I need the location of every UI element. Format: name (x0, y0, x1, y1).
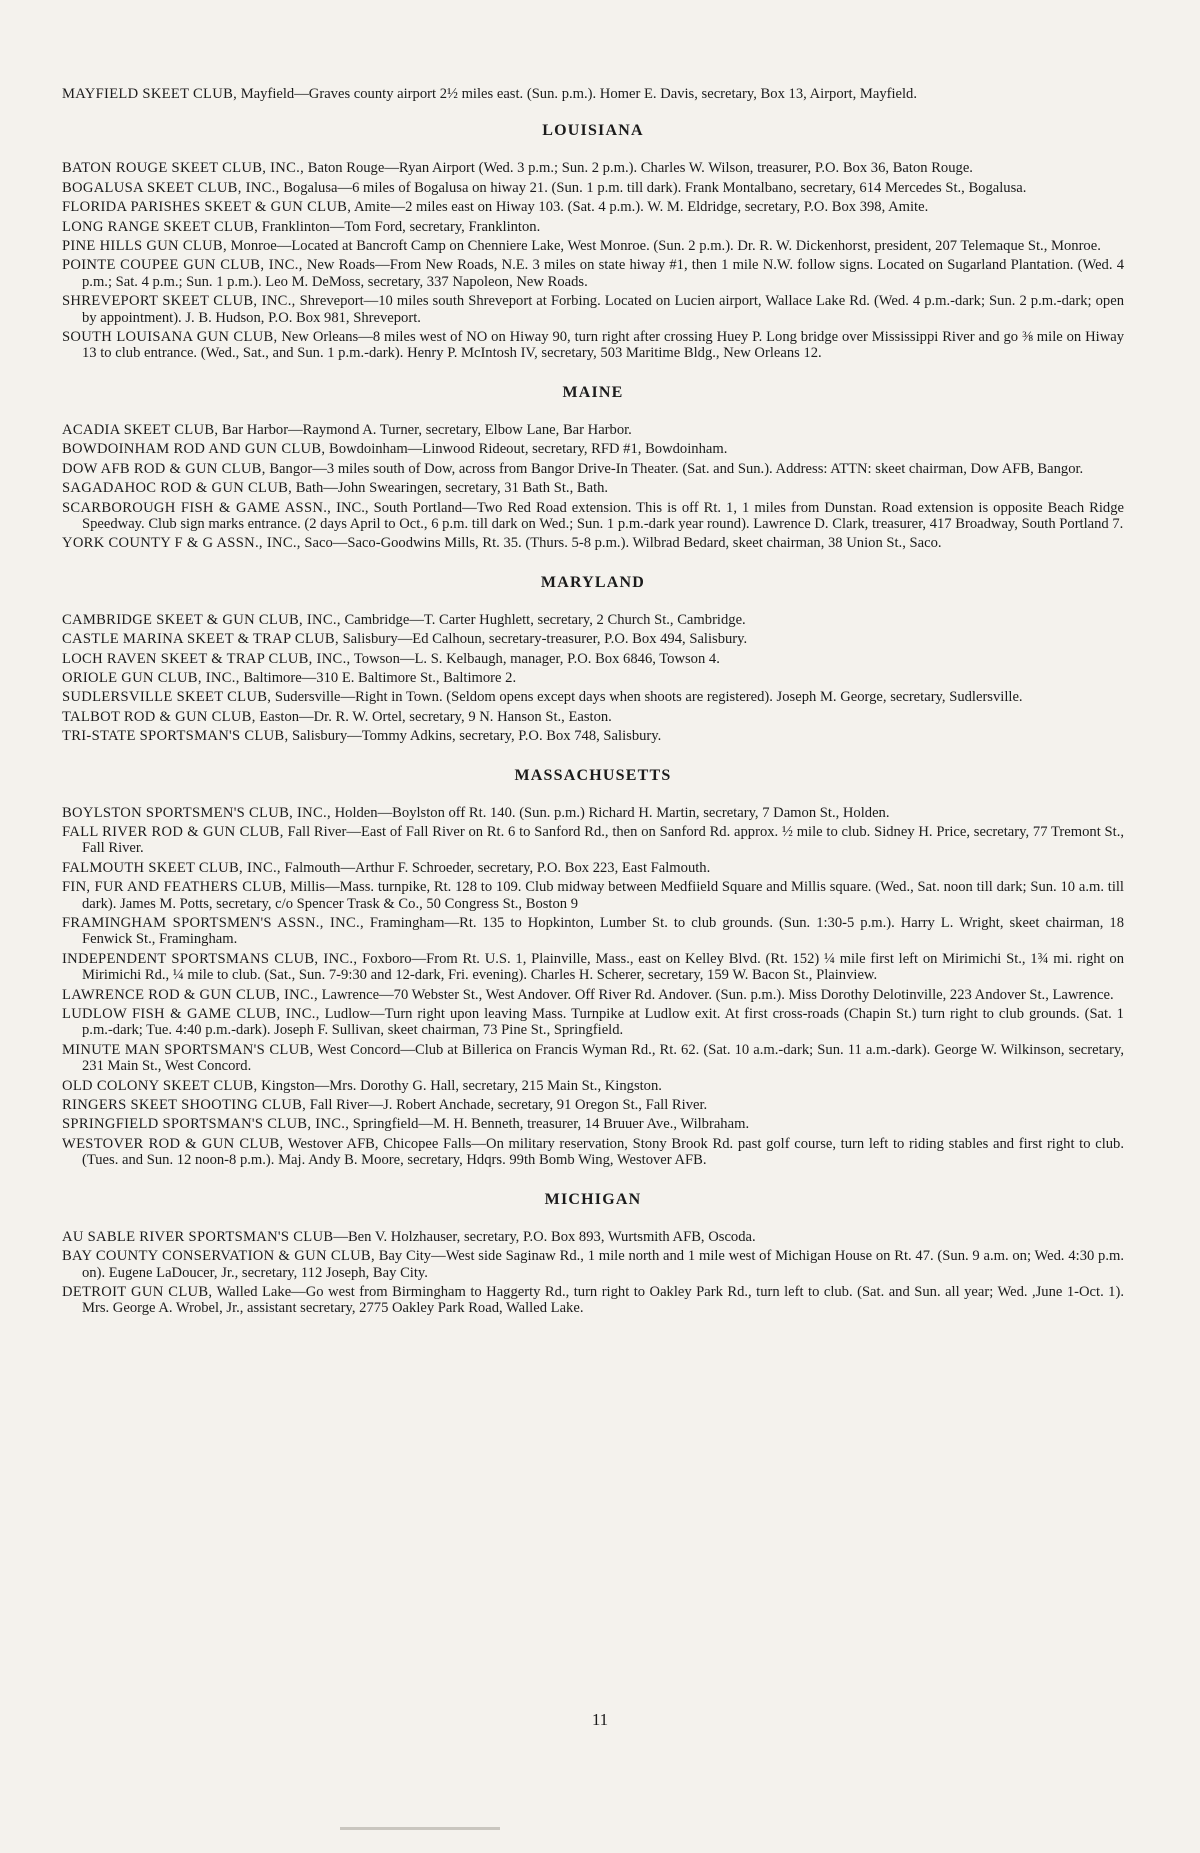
section-carryover (62, 86, 1124, 102)
club-details: —Ben V. Holzhauser, secretary, P.O. Box 893, Wurtsmith AFB, Oscoda. (333, 1228, 756, 1245)
club-entry (62, 500, 1124, 533)
club-name: BATON ROUGE SKEET CLUB, INC., (62, 160, 305, 177)
section-michigan (62, 1191, 1124, 1317)
state-heading: MAINE (562, 383, 624, 401)
section-louisiana (62, 122, 1124, 361)
club-entry (62, 1284, 1124, 1317)
club-details: West Concord—Club at Billerica on Francis Wyman Rd., Rt. 62. (Sat. 10 a.m.-dark; Sun. 11 a.m.-dark). George W. Wilkinson, secretary, 231 Main St., West Concord. (82, 1041, 1124, 1075)
club-entry (62, 441, 1124, 457)
club-entry (62, 670, 1124, 686)
club-details: Salisbury—Ed Calhoun, secretary-treasurer, P.O. Box 494, Salisbury. (338, 631, 748, 648)
club-name: FALMOUTH SKEET CLUB, INC., (62, 859, 281, 876)
club-entry (62, 86, 1124, 102)
club-details: Framingham—Rt. 135 to Hopkinton, Lumber St. to club grounds. (Sun. 1:30-5 p.m.). Harry L. Wright, skeet chairman, 18 Fenwick St., Framingham. (82, 915, 1124, 948)
club-details: Shreveport—10 miles south Shreveport at Forbing. Located on Lucien airport, Wallace Lake Rd. (Wed. 4 p.m.-dark; Sun. 2 p.m.-dark; open by appointment). J. B. Hudson, P.O. Box 981, Shreveport. (82, 293, 1125, 326)
club-details: Westover AFB, Chicopee Falls—On military reservation, Stony Brook Rd. past golf course, turn left to riding stables and first right to club. (Tues. and Sun. 12 noon-8 p.m.). Maj. Andy B. Moore, secretary, Hdqrs. 99th Bomb Wing, Westover AFB. (82, 1135, 1124, 1169)
club-entry (62, 422, 1124, 438)
club-entry (62, 461, 1124, 477)
section-maine (62, 384, 1124, 552)
club-name: PINE HILLS GUN CLUB, (62, 238, 227, 255)
club-details: Bay City—West side Saginaw Rd., 1 mile north and 1 mile west of Michigan House on Rt. 47. (Sun. 9 a.m. on; Wed. 4:30 p.m. on). Eugene LaDoucer, Jr., secretary, 112 Joseph, Bay City. (82, 1248, 1124, 1281)
club-details: Walled Lake—Go west from Birmingham to Haggerty Rd., turn right to Oakley Park Rd., turn left to club. (Sat. and Sun. all year; Wed. ,June 1-Oct. 1). Mrs. George A. Wrobel, Jr., assistant secretary, 2775 Oakley Park Road, Walled Lake. (82, 1283, 1124, 1317)
club-entry (62, 915, 1124, 948)
club-details: INC., South Portland—Two Red Road extension. This is off Rt. 1, 1 miles from Dunstan. Road extension is opposite Beach Ridge Speedway. Club sign marks entrance. (2 days April to Oct., 6 p.m. till dark on Wed.; Sun. 1 p.m.-dark year round). Lawrence D. Clark, treasurer, 417 Broadway, South Portland 7. (82, 499, 1124, 532)
club-name: BOYLSTON SPORTSMEN'S CLUB, INC., (62, 804, 331, 821)
club-entry (62, 1097, 1124, 1113)
club-entry (62, 651, 1124, 667)
club-details: Saco—Saco-Goodwins Mills, Rt. 35. (Thurs. 5-8 p.m.). Wilbrad Bedard, skeet chairman, 38 Union St., Saco. (300, 535, 942, 552)
page-number: 11 (591, 1710, 609, 1729)
club-name: LOCH RAVEN SKEET & TRAP CLUB, INC., (62, 650, 351, 667)
club-details: Fall River—J. Robert Anchade, secretary, 91 Oregon St., Fall River. (306, 1097, 708, 1114)
club-name: MINUTE MAN SPORTSMAN'S CLUB, (62, 1041, 314, 1058)
club-entry (62, 1042, 1124, 1075)
club-details: Foxboro—From Rt. U.S. 1, Plainville, Mass., east on Kelley Blvd. (Rt. 152) ¼ mile first left on Mirimichi St., 1¾ mi. right on Mirimichi Rd., ¼ mile to club. (Sat., Sun. 7-9:30 and 12-dark, Fri. evening). Charles H. Scherer, secretary, 159 W. Bacon St., Plainview. (82, 950, 1124, 984)
club-name: SHREVEPORT SKEET CLUB, INC., (62, 293, 296, 310)
club-details: Monroe—Located at Bancroft Camp on Chenniere Lake, West Monroe. (Sun. 2 p.m.). Dr. R. W. Dickenhorst, president, 207 Telemaque St., Monroe. (226, 238, 1101, 255)
club-details: Salisbury—Tommy Adkins, secretary, P.O. Box 748, Salisbury. (288, 728, 662, 745)
club-entry (62, 199, 1124, 215)
club-name: CASTLE MARINA SKEET & TRAP CLUB, (62, 631, 339, 648)
club-name: BOWDOINHAM ROD AND GUN CLUB, (62, 441, 326, 458)
club-name: ACADIA SKEET CLUB, (62, 421, 219, 438)
club-entry (62, 951, 1124, 984)
club-entry (62, 1006, 1124, 1039)
club-entry (62, 987, 1124, 1003)
club-entry (62, 1248, 1124, 1281)
club-name: DETROIT GUN CLUB, (62, 1283, 213, 1300)
club-entry (62, 689, 1124, 705)
club-name: DOW AFB ROD & GUN CLUB, (62, 460, 266, 477)
club-name: POINTE COUPEE GUN CLUB, INC., (62, 257, 303, 274)
club-details: Bath—John Swearingen, secretary, 31 Bath St., Bath. (292, 480, 609, 497)
club-name: ORIOLE GUN CLUB, INC., (62, 669, 240, 686)
club-name: SUDLERSVILLE SKEET CLUB, (62, 689, 272, 706)
club-name: BOGALUSA SKEET CLUB, INC., (62, 179, 280, 196)
club-details: Springfield—M. H. Benneth, treasurer, 14 Bruuer Ave., Wilbraham. (349, 1116, 750, 1133)
club-name: MAYFIELD SKEET CLUB, (62, 86, 238, 102)
club-details: Millis—Mass. turnpike, Rt. 128 to 109. Club midway between Medfiield Square and Millis square. (Wed., Sat. noon till dark; Sun. 10 a.m. till dark). James M. Potts, secretary, c/o Spencer Trask & Co., 50 Congress St., Boston 9 (82, 879, 1124, 912)
club-details: Falmouth—Arthur F. Schroeder, secretary, P.O. Box 223, East Falmouth. (280, 859, 711, 876)
club-details: Bar Harbor—Raymond A. Turner, secretary, Elbow Lane, Bar Harbor. (218, 421, 632, 438)
club-entry (62, 329, 1124, 362)
club-name: AU SABLE RIVER SPORTSMAN'S CLUB (62, 1228, 334, 1245)
club-details: New Orleans—8 miles west of NO on Hiway 90, turn right after crossing Huey P. Long bridge over Mississippi River and go ⅜ mile on Hiway 13 to club entrance. (Wed., Sat., and Sun. 1 p.m.-dark). Henry P. McIntosh IV, secretary, 503 Maritime Bldg., New Orleans 12. (82, 329, 1125, 362)
club-entry (62, 879, 1124, 912)
club-details: Sudersville—Right in Town. (Seldom opens except days when shoots are registered). Joseph M. George, secretary, Sudlersville. (271, 689, 1023, 706)
club-details: Bogalusa—6 miles of Bogalusa on hiway 21. (Sun. 1 p.m. till dark). Frank Montalbano, secretary, 614 Mercedes St., Bogalusa. (279, 179, 1027, 196)
club-entry (62, 1229, 1124, 1245)
club-entry (62, 824, 1124, 857)
club-details: Cambridge—T. Carter Hughlett, secretary, 2 Church St., Cambridge. (340, 611, 746, 628)
club-entry (62, 238, 1124, 254)
club-details: Towson—L. S. Kelbaugh, manager, P.O. Box 6846, Towson 4. (350, 650, 720, 667)
club-entry (62, 631, 1124, 647)
state-heading: MARYLAND (540, 573, 646, 591)
club-details: Amite—2 miles east on Hiway 103. (Sat. 4 p.m.). W. M. Eldridge, secretary, P.O. Box 398, Amite. (351, 199, 929, 216)
club-entry (62, 160, 1124, 176)
club-details: Lawrence—70 Webster St., West Andover. Off River Rd. Andover. (Sun. p.m.). Miss Dorothy Delotinville, 223 Andover St., Lawrence. (317, 986, 1114, 1003)
club-entry (62, 860, 1124, 876)
club-name: SCARBOROUGH FISH & GAME ASSN., (62, 499, 332, 516)
club-details: Mayfield—Graves county airport 2½ miles east. (Sun. p.m.). Homer E. Davis, secretary, Box 13, Airport, Mayfield. (237, 86, 918, 102)
club-name: SAGADAHOC ROD & GUN CLUB, (62, 480, 293, 497)
club-name: TALBOT ROD & GUN CLUB, (62, 708, 256, 725)
club-entry (62, 1136, 1124, 1169)
club-name: YORK COUNTY F & G ASSN., INC., (62, 535, 301, 552)
club-name: SOUTH LOUISANA GUN CLUB, (62, 329, 278, 346)
club-details: Holden—Boylston off Rt. 140. (Sun. p.m.) Richard H. Martin, secretary, 7 Damon St., Holden. (330, 804, 890, 821)
scan-edge-mark (340, 1827, 500, 1830)
club-name: RINGERS SKEET SHOOTING CLUB, (62, 1097, 307, 1114)
club-entry (62, 805, 1124, 821)
club-details: Easton—Dr. R. W. Ortel, secretary, 9 N. Hanson St., Easton. (255, 708, 612, 725)
club-name: INDEPENDENT SPORTSMANS CLUB, INC., (62, 950, 358, 967)
club-details: Bowdoinham—Linwood Rideout, secretary, RFD #1, Bowdoinham. (325, 441, 728, 458)
club-entry (62, 293, 1124, 326)
club-entry (62, 219, 1124, 235)
club-entry (62, 612, 1124, 628)
club-details: Bangor—3 miles south of Dow, across from Bangor Drive-In Theater. (Sat. and Sun.). Address: ATTN: skeet chairman, Dow AFB, Bangor. (265, 460, 1084, 477)
club-name: FRAMINGHAM SPORTSMEN'S ASSN., INC., (62, 915, 364, 931)
club-details: Franklinton—Tom Ford, secretary, Franklinton. (258, 218, 541, 235)
club-name: OLD COLONY SKEET CLUB, (62, 1077, 258, 1094)
club-name: FIN, FUR AND FEATHERS CLUB, (62, 879, 287, 896)
club-entry (62, 1078, 1124, 1094)
club-name: LONG RANGE SKEET CLUB, (62, 218, 259, 235)
section-maryland (62, 574, 1124, 745)
club-details: New Roads—From New Roads, N.E. 3 miles on state hiway #1, then 1 mile N.W. follow signs. Located on Sugarland Plantation. (Wed. 4 p.m.; Sat. 4 p.m.; Sun. 1 p.m.). Leo M. DeMoss, secretary, 337 Napoleon, New Roads. (82, 257, 1124, 290)
club-details: Kingston—Mrs. Dorothy G. Hall, secretary, 215 Main St., Kingston. (257, 1077, 662, 1094)
club-name: SPRINGFIELD SPORTSMAN'S CLUB, INC., (62, 1116, 350, 1133)
club-entry (62, 709, 1124, 725)
club-name: LAWRENCE ROD & GUN CLUB, INC., (62, 986, 318, 1003)
club-name: LUDLOW FISH & GAME CLUB, INC., (62, 1006, 320, 1023)
club-entry (62, 728, 1124, 744)
club-name: TRI-STATE SPORTSMAN'S CLUB, (62, 728, 289, 745)
club-details: Fall River—East of Fall River on Rt. 6 to Sanford Rd., then on Sanford Rd. approx. ½ mile to club. Sidney H. Price, secretary, 77 Tremont St., Fall River. (82, 823, 1124, 857)
club-name: FLORIDA PARISHES SKEET & GUN CLUB, (62, 199, 352, 216)
club-entry (62, 535, 1124, 551)
club-details: Ludlow—Turn right upon leaving Mass. Turnpike at Ludlow exit. At first cross-roads (Chapin St.) turn right to club grounds. (Sat. 1 p.m.-dark; Tue. 4:40 p.m.-dark). Joseph F. Sullivan, skeet chairman, 73 Pine St., Springfield. (82, 1006, 1124, 1039)
club-entry (62, 180, 1124, 196)
club-entry (62, 1116, 1124, 1132)
club-entry (62, 480, 1124, 496)
club-details: Baton Rouge—Ryan Airport (Wed. 3 p.m.; Sun. 2 p.m.). Charles W. Wilson, treasurer, P.O. Box 36, Baton Rouge. (304, 160, 973, 177)
club-name: BAY COUNTY CONSERVATION & GUN CLUB, (62, 1248, 375, 1265)
state-heading: MASSACHUSETTS (514, 766, 672, 784)
club-name: FALL RIVER ROD & GUN CLUB, (62, 823, 284, 840)
club-details: Baltimore—310 E. Baltimore St., Baltimore 2. (239, 669, 517, 686)
section-massachusetts (62, 767, 1124, 1169)
club-name: CAMBRIDGE SKEET & GUN CLUB, INC., (62, 611, 341, 628)
club-entry (62, 257, 1124, 290)
state-heading: LOUISIANA (542, 122, 644, 140)
club-name: WESTOVER ROD & GUN CLUB, (62, 1135, 284, 1152)
state-heading: MICHIGAN (544, 1190, 642, 1208)
